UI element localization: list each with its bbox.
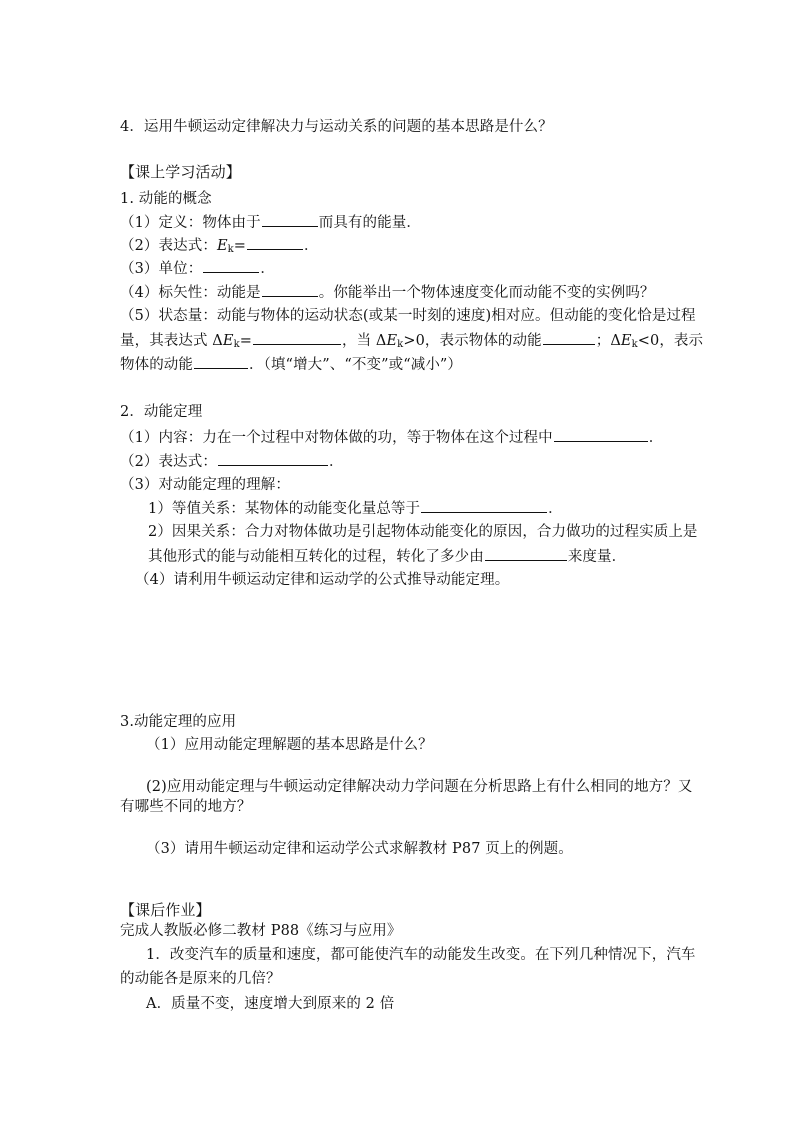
application-q1: （1）应用动能定理解题的基本思路是什么？ <box>146 737 433 753</box>
causal-line-1: 2）因果关系：合力对物体做功是引起物体动能变化的原因，合力做功的过程实质上是 <box>148 524 698 540</box>
causal-line-2: 其他形式的能与动能相互转化的过程，转化了多少由 来度量． <box>148 546 626 567</box>
unit-blank[interactable] <box>203 258 259 273</box>
state-line-3: 物体的动能 ．（填“增大”、“不变”或“减小”） <box>120 354 462 375</box>
definition-blank[interactable] <box>262 212 318 227</box>
expression-blank[interactable] <box>247 235 303 250</box>
definition-line: （1）定义：物体由于 而具有的能量． <box>120 212 421 233</box>
application-title: 3.动能定理的应用 <box>120 714 237 730</box>
increase-blank[interactable] <box>543 330 595 345</box>
content-blank[interactable] <box>554 427 648 442</box>
theorem-title: 2．动能定理 <box>120 404 203 420</box>
kinetic-energy-title: 1. 动能的概念 <box>120 191 212 207</box>
homework-intro: 完成人教版必修二教材 P88《练习与应用》 <box>120 923 402 939</box>
measure-blank[interactable] <box>485 546 567 561</box>
section-class-activity: 【课上学习活动】 <box>120 163 241 181</box>
derive-question: （4）请利用牛顿运动定律和运动学的公式推导动能定理。 <box>135 572 510 588</box>
application-q2-line-2: 有哪些不同的地方？ <box>120 799 252 815</box>
application-q2-line-1: (2)应用动能定理与牛顿运动定律解决动力学问题在分析思路上有什么相同的地方？又 <box>146 779 693 795</box>
unit-line: （3）单位： ． <box>120 258 275 279</box>
decrease-blank[interactable] <box>194 354 248 369</box>
theorem-understanding: （3）对动能定理的理解： <box>120 477 290 493</box>
problem-1-line-1: 1．改变汽车的质量和速度，都可能使汽车的动能发生改变。在下列几种情况下，汽车 <box>146 947 696 963</box>
expression-line: （2）表达式：$E_k=$ ． <box>120 235 319 260</box>
equal-value-blank[interactable] <box>421 498 547 513</box>
delta-ek-blank[interactable] <box>253 330 341 345</box>
application-q3: （3）请用牛顿运动定律和运动学公式求解教材 P87 页上的例题。 <box>146 841 573 857</box>
homework-title: 【课后作业】 <box>120 901 211 919</box>
scalar-blank[interactable] <box>262 282 318 297</box>
state-line-2: 量，其表达式 $\Delta E_k=$ ，当 $\Delta E_k>0$，表示物体的动能 ；$\Delta E_k<0$，表示 <box>120 330 703 355</box>
theorem-content-line: （1）内容：力在一个过程中对物体做的功，等于物体在这个过程中 ． <box>120 427 663 448</box>
problem-1-line-2: 的动能各是原来的几倍？ <box>120 971 281 987</box>
scalar-line: （4）标矢性：动能是 。你能举出一个物体速度变化而动能不变的实例吗？ <box>120 282 655 303</box>
theorem-expression-line: （2）表达式： ． <box>120 451 344 472</box>
theorem-expression-blank[interactable] <box>218 451 328 466</box>
question-4: 4．运用牛顿运动定律解决力与运动关系的问题的基本思路是什么？ <box>120 119 553 135</box>
state-line-1: （5）状态量：动能与物体的运动状态(或某一时刻的速度)相对应。但动能的变化恰是过程 <box>120 308 696 324</box>
problem-1-option-a: A．质量不变，速度增大到原来的 2 倍 <box>146 996 395 1012</box>
equal-value-line: 1）等值关系：某物体的动能变化量总等于 ． <box>148 498 563 519</box>
